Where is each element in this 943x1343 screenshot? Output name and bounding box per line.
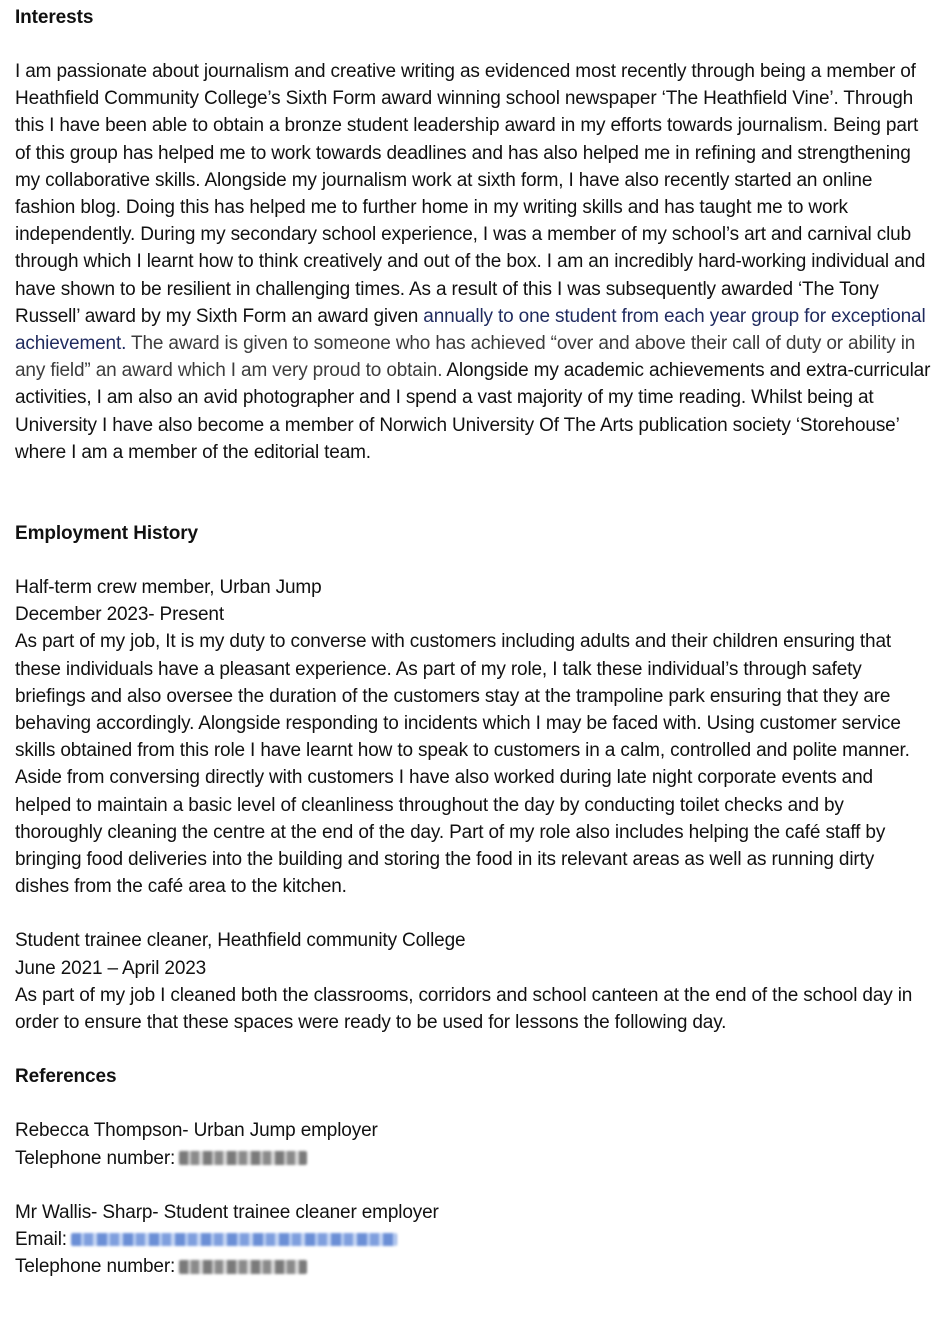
- reference-name: Mr Wallis- Sharp- Student trainee cleaner employer: [15, 1201, 439, 1223]
- reference-email-row: [15, 1226, 933, 1253]
- cv-page: [15, 4, 933, 1280]
- employment-section: [15, 520, 933, 1036]
- reference-phone-row: [15, 1253, 933, 1280]
- job-description: As part of my job I cleaned both the classrooms, corridors and school canteen at the end of the school day in order to ensure that these spaces were ready to be used for lessons the following day.: [15, 984, 913, 1034]
- references-heading: References: [15, 1066, 117, 1088]
- job-description: As part of my job, It is my duty to converse with customers including adults and their children ensuring that these individuals have a pleasant experience. As part of my role, I talk these individual’s through safety briefings and also oversee the duration of the customers stay at the trampoline park ensuring that they are behaving accordingly. Alongside responding to incidents which I may be faced with. Using customer service skills obtained from this role I have learnt how to speak to customers in a calm, controlled and polite manner. Aside from conversing directly with customers I have also worked during late night corporate events and helped to maintain a basic level of cleanliness throughout the day by conducting toilet checks and by thoroughly cleaning the centre at the end of the day. Part of my role also includes helping the café staff by bringing food deliveries into the building and storing the food in its relevant areas as well as running dirty dishes from the café area to the kitchen.: [15, 631, 910, 898]
- interests-award-quote: The award is given to someone who has achieved “over and above their call of duty or ability in any field” an award which I am very proud to obtain.: [15, 333, 916, 382]
- phone-label: Telephone number:: [15, 1147, 176, 1169]
- job-dates: June 2021 – April 2023: [15, 957, 207, 979]
- job-entry: [15, 927, 933, 1036]
- interests-text-start: I am passionate about journalism and creative writing as evidenced most recently through being a member of Heathfield Community College’s Sixth Form award winning school newspaper ‘The Heathfield Vine’. Through this I have been able to obtain a bronze student leadership award in my efforts towards journalism. Being part of this group has helped me to work towards deadlines and has also helped me in refining and strengthening my collaborative skills. Alongside my journalism work at sixth form, I have also recently started an online fashion blog. Doing this has helped me to further home in my writing skills and has taught me to work independently. During my secondary school experience, I was a member of my school’s art and carnival club through which I learnt how to think creatively and out of the box. I am an incredibly hard-working individual and have shown to be resilient in challenging times. As a result of this I was subsequently awarded ‘The Tony Russell’ award by my Sixth Form an award given: [15, 61, 926, 327]
- interests-paragraph: [15, 58, 933, 466]
- email-label: Email:: [15, 1228, 67, 1250]
- references-section: [15, 1063, 933, 1280]
- redacted-email-link[interactable]: [71, 1233, 397, 1246]
- reference-entry: [15, 1117, 933, 1171]
- interests-award-criteria: annually to one student from each year group for exceptional achievement.: [15, 305, 926, 355]
- interests-section: [15, 4, 933, 466]
- reference-name: Rebecca Thompson- Urban Jump employer: [15, 1120, 378, 1142]
- job-title: Student trainee cleaner, Heathfield community College: [15, 930, 466, 952]
- employment-heading: Employment History: [15, 523, 198, 545]
- reference-entry: [15, 1199, 933, 1281]
- job-entry: [15, 574, 933, 900]
- job-title: Half-term crew member, Urban Jump: [15, 577, 322, 599]
- interests-heading: Interests: [15, 7, 94, 28]
- redacted-phone-number: [179, 1151, 307, 1165]
- interests-text-end: Alongside my academic achievements and extra-curricular activities, I am also an avid photographer and I spend a vast majority of my time reading. Whilst being at University I have also become a member of Norwich University Of The Arts publication society ‘Storehouse’ where I am a member of the editorial team.: [15, 360, 931, 463]
- job-dates: December 2023- Present: [15, 604, 224, 626]
- phone-label: Telephone number:: [15, 1256, 176, 1278]
- redacted-phone-number: [179, 1260, 307, 1274]
- reference-phone-row: [15, 1145, 933, 1172]
